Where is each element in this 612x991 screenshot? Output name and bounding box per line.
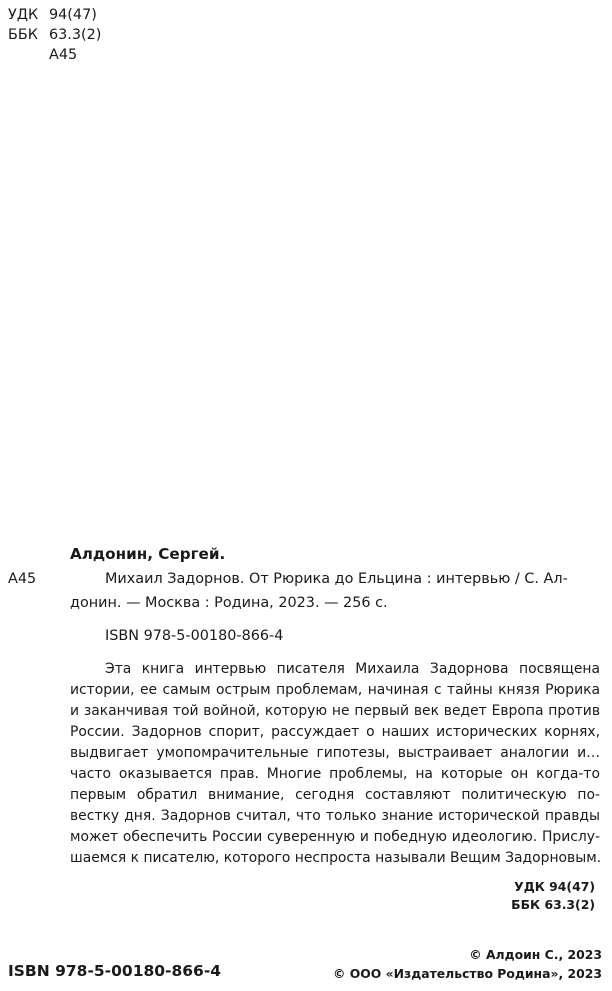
annotation-line: вестку дня. Задорнов считал, что только знание исторической правды [70,808,600,824]
bibliographic-description-line-2: донин. — Москва : Родина, 2023. — 256 с. [70,595,388,611]
isbn-footer: ISBN 978-5-00180-866-4 [8,962,222,980]
udk-label: УДК [8,7,39,23]
annotation-line: может обеспечить России суверенную и победную идеологию. Прислу- [70,829,600,845]
author-mark: А45 [49,47,78,63]
annotation-line: первым обратил внимание, сегодня составляют политическую по- [70,787,600,803]
bibliographic-description-line-1: Михаил Задорнов. От Рюрика до Ельцина : интервью / С. Ал- [105,571,568,587]
bbk-value: 63.3(2) [49,27,102,43]
author-index-mark: А45 [8,571,37,587]
annotation-line: истории, ее самым острым проблемам, начиная с тайны князя Рюрика [70,682,600,698]
author-heading: Алдонин, Сергей. [70,545,226,563]
bbk-label: ББК [8,27,38,43]
annotation-line: и заканчивая той войной, которую не первый век ведет Европа против [70,703,600,719]
udk-code-right: УДК 94(47) [514,879,595,894]
annotation-line: шаемся к писателю, которого неспроста называли Вещим Задорновым. [70,850,602,866]
copyright-author: © Алдоин С., 2023 [469,947,602,962]
annotation-line: России. Задорнов спорит, рассуждает о наших исторических корнях, [70,724,600,740]
annotation-line: часто оказывается прав. Многие проблемы, на которые он когда-то [70,766,600,782]
isbn-record: ISBN 978-5-00180-866-4 [105,628,284,644]
annotation-line: выдвигает умопомрачительные гипотезы, выстраивает аналогии и… [70,745,600,761]
bbk-code-right: ББК 63.3(2) [511,897,595,912]
udk-value: 94(47) [49,7,97,23]
annotation-line: Эта книга интервью писателя Михаила Задорнова посвящена [105,661,600,677]
copyright-publisher: © ООО «Издательство Родина», 2023 [333,966,602,981]
